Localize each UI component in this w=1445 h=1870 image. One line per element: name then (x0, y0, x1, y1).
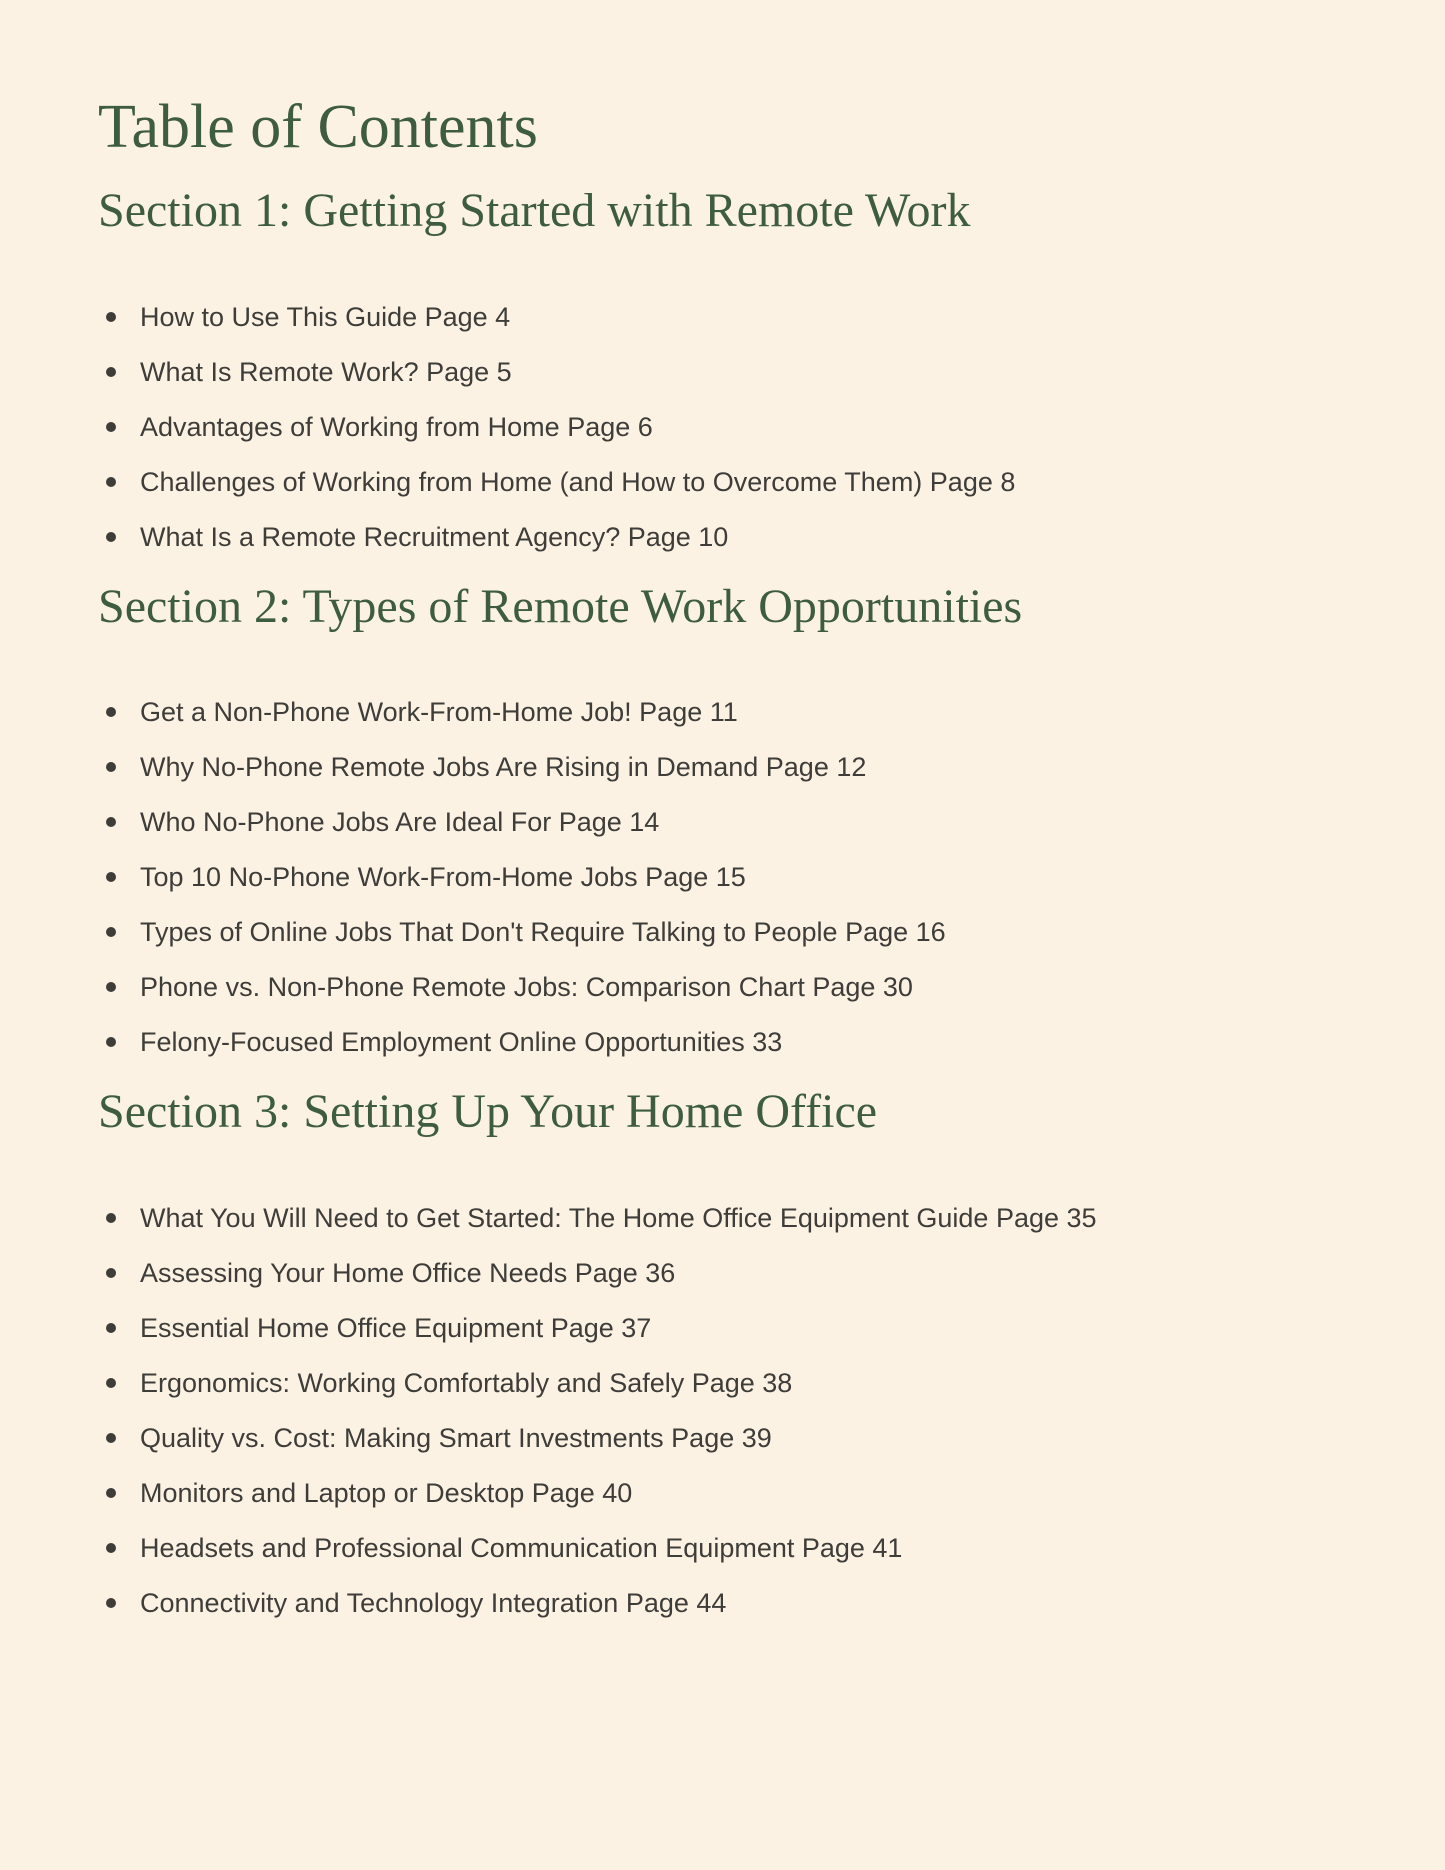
toc-entry-text: Phone vs. Non-Phone Remote Jobs: Comparison Chart Page 30 (140, 972, 913, 1003)
toc-section (98, 180, 1347, 553)
section-heading: Section 3: Setting Up Your Home Office (98, 1085, 878, 1139)
toc-entry (98, 751, 1347, 784)
toc-entry-text: Assessing Your Home Office Needs Page 36 (140, 1257, 676, 1288)
toc-entry-text: Headsets and Professional Communication Equipment Page 41 (140, 1532, 903, 1563)
bullet-icon (106, 1323, 116, 1333)
toc-entry (98, 806, 1347, 839)
toc-entry-text: Felony-Focused Employment Online Opportunities 33 (140, 1027, 783, 1058)
toc-entry-text: Advantages of Working from Home Page 6 (140, 411, 653, 442)
toc-entry (98, 1532, 1347, 1565)
section-heading: Section 1: Getting Started with Remote Work (98, 184, 971, 238)
bullet-icon (106, 367, 116, 377)
toc-entry-text: Ergonomics: Working Comfortably and Safely Page 38 (140, 1367, 793, 1398)
bullet-icon (106, 982, 116, 992)
bullet-icon (106, 1543, 116, 1553)
toc-entry-text: Why No-Phone Remote Jobs Are Rising in Demand Page 12 (140, 752, 867, 783)
section-item-list (98, 301, 1347, 554)
toc-entry (98, 1257, 1347, 1290)
toc-entry (98, 916, 1347, 949)
toc-entry (98, 411, 1347, 444)
toc-entry-text: Get a Non-Phone Work-From-Home Job! Page 11 (140, 697, 738, 728)
toc-entry (98, 466, 1347, 499)
toc-entry-text: What Is a Remote Recruitment Agency? Page 10 (140, 521, 729, 552)
bullet-icon (106, 532, 116, 542)
bullet-icon (106, 872, 116, 882)
toc-entry (98, 1367, 1347, 1400)
toc-entry (98, 861, 1347, 894)
toc-entry-text: Types of Online Jobs That Don't Require Talking to People Page 16 (140, 917, 946, 948)
toc-entry (98, 1587, 1347, 1620)
section-item-list (98, 1202, 1347, 1620)
bullet-icon (106, 1378, 116, 1388)
toc-entry-text: What You Will Need to Get Started: The Home Office Equipment Guide Page 35 (140, 1202, 1097, 1233)
toc-entry (98, 521, 1347, 554)
toc-entry-text: Connectivity and Technology Integration Page 44 (140, 1587, 727, 1618)
toc-entry-text: Essential Home Office Equipment Page 37 (140, 1312, 652, 1343)
toc-entry-text: Challenges of Working from Home (and How to Overcome Them) Page 8 (140, 466, 1016, 497)
toc-entry-text: What Is Remote Work? Page 5 (140, 356, 512, 387)
section-heading: Section 2: Types of Remote Work Opportunities (98, 579, 1023, 633)
toc-entry (98, 1026, 1347, 1059)
bullet-icon (106, 817, 116, 827)
toc-entry (98, 1202, 1347, 1235)
toc-entry-text: Quality vs. Cost: Making Smart Investments Page 39 (140, 1422, 772, 1453)
toc-entry (98, 1422, 1347, 1455)
bullet-icon (106, 1037, 116, 1047)
bullet-icon (106, 762, 116, 772)
bullet-icon (106, 1213, 116, 1223)
bullet-icon (106, 422, 116, 432)
toc-entry (98, 971, 1347, 1004)
toc-entry-text: Monitors and Laptop or Desktop Page 40 (140, 1477, 633, 1508)
toc-entry-text: How to Use This Guide Page 4 (140, 301, 511, 332)
bullet-icon (106, 707, 116, 717)
page-title: Table of Contents (98, 93, 538, 161)
sections-container (98, 180, 1347, 1619)
bullet-icon (106, 927, 116, 937)
toc-section (98, 576, 1347, 1059)
toc-entry-text: Top 10 No-Phone Work-From-Home Jobs Page 15 (140, 862, 746, 893)
bullet-icon (106, 312, 116, 322)
bullet-icon (106, 1433, 116, 1443)
bullet-icon (106, 477, 116, 487)
toc-entry (98, 1312, 1347, 1345)
toc-entry (98, 301, 1347, 334)
toc-section (98, 1081, 1347, 1619)
bullet-icon (106, 1268, 116, 1278)
toc-entry (98, 696, 1347, 729)
toc-entry (98, 1477, 1347, 1510)
section-item-list (98, 696, 1347, 1059)
bullet-icon (106, 1598, 116, 1608)
toc-entry (98, 356, 1347, 389)
bullet-icon (106, 1488, 116, 1498)
toc-entry-text: Who No-Phone Jobs Are Ideal For Page 14 (140, 807, 660, 838)
